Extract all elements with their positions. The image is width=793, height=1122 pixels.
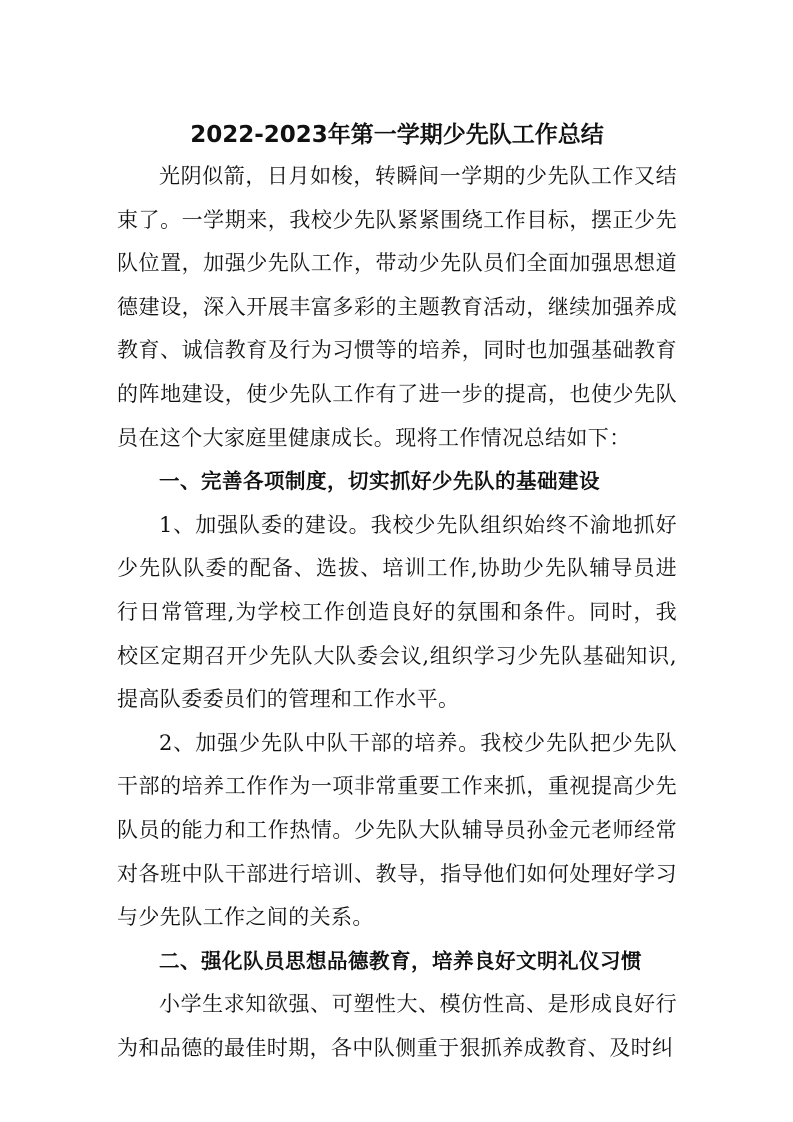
paragraph-team-committee: 1、加强队委的建设。我校少先队组织始终不渝地抓好少先队队委的配备、选拔、培训工作,协助少先队辅导员进行日常管理,为学校工作创造良好的氛围和条件。同时，我校区定期召开少先队大队委会议,组织学习少先队基础知识,提高队委委员们的管理和工作水平。 — [117, 512, 677, 712]
paragraph-moral-education: 小学生求知欲强、可塑性大、模仿性高、是形成良好行为和品德的最佳时期，各中队侧重于狠抓养成教育、及时纠 — [117, 992, 677, 1060]
document-page — [117, 115, 677, 1070]
paragraph-squad-cadres: 2、加强少先队中队干部的培养。我校少先队把少先队干部的培养工作作为一项非常重要工作来抓，重视提高少先队员的能力和工作热情。少先队大队辅导员孙金元老师经常对各班中队干部进行培训、教导，指导他们如何处理好学习与少先队工作之间的关系。 — [117, 730, 677, 930]
section-heading-2: 二、强化队员思想品德教育，培养良好文明礼仪习惯 — [159, 948, 642, 973]
document-title: 2022-2023年第一学期少先队工作总结 — [190, 122, 604, 148]
intro-paragraph: 光阴似箭，日月如梭，转瞬间一学期的少先队工作又结束了。一学期来，我校少先队紧紧围绕工作目标，摆正少先队位置，加强少先队工作，带动少先队员们全面加强思想道德建设，深入开展丰富多彩的主题教育活动，继续加强养成教育、诚信教育及行为习惯等的培养，同时也加强基础教育的阵地建设，使少先队工作有了进一步的提高，也使少先队员在这个大家庭里健康成长。现将工作情况总结如下： — [117, 164, 677, 450]
section-heading-1: 一、完善各项制度，切实抓好少先队的基础建设 — [159, 469, 600, 494]
